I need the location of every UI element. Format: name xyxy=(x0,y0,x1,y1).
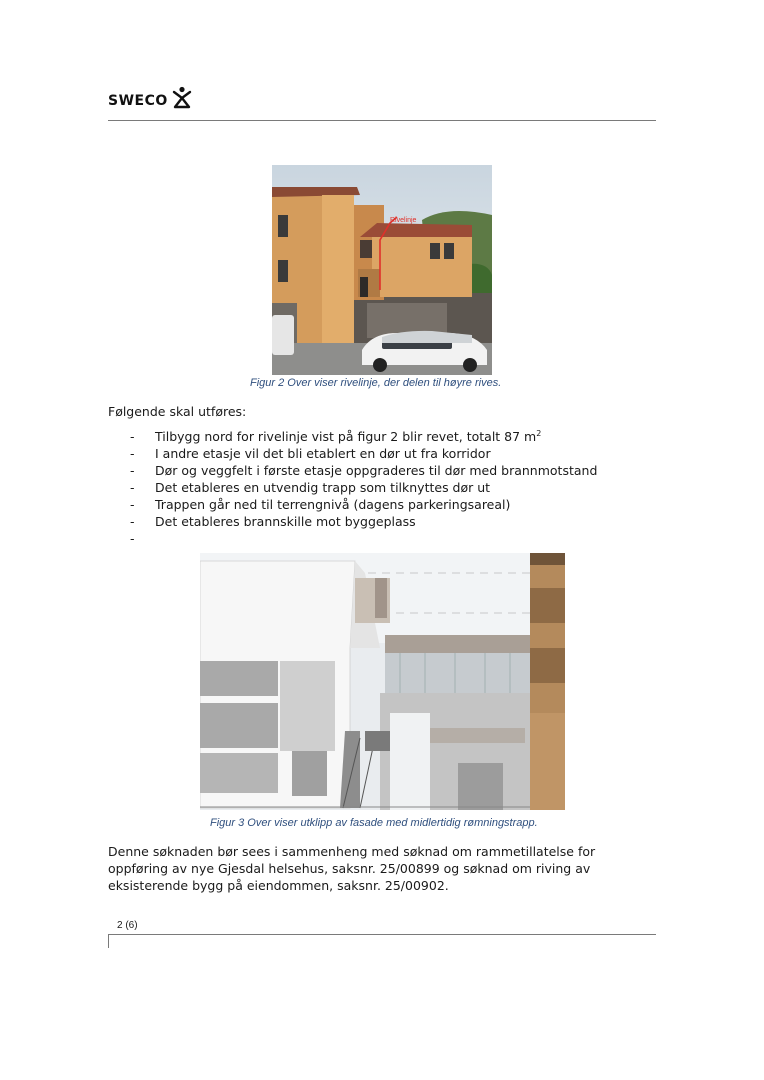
list-dash: - xyxy=(130,429,135,444)
list-item xyxy=(130,530,597,547)
list-dash: - xyxy=(130,531,135,546)
facade-drawing xyxy=(200,553,565,810)
list-item-text: Trappen går ned til terrengnivå (dagens parkeringsareal) xyxy=(155,497,511,512)
logo-text: SWECO xyxy=(108,93,168,109)
list-dash: - xyxy=(130,497,135,512)
list-item xyxy=(130,445,597,462)
figure-3-caption: Figur 3 Over viser utklipp av fasade med midlertidig rømningstrapp. xyxy=(210,817,538,829)
list-item xyxy=(130,428,597,445)
list-item xyxy=(130,513,597,530)
footer-rule xyxy=(108,934,656,935)
sweco-logo xyxy=(108,84,192,110)
list-dash: - xyxy=(130,446,135,461)
list-item-text: I andre etasje vil det bli etablert en dør ut fra korridor xyxy=(155,446,491,461)
building-photo xyxy=(272,165,492,375)
task-list xyxy=(130,428,597,547)
list-item-text: Dør og veggfelt i første etasje oppgraderes til dør med brannmotstand xyxy=(155,463,598,478)
list-item xyxy=(130,479,597,496)
list-item xyxy=(130,462,597,479)
rivelinje-label: Rivelinje xyxy=(390,217,417,224)
list-dash: - xyxy=(130,463,135,478)
intro-text: Følgende skal utføres: xyxy=(108,404,247,419)
header-rule xyxy=(108,120,656,121)
page-number: 2 (6) xyxy=(117,920,138,931)
superscript: 2 xyxy=(536,428,542,438)
list-item-text: Tilbygg nord for rivelinje vist på figur 2 blir revet, totalt 87 m xyxy=(155,429,537,444)
footer-rule-tick xyxy=(108,934,109,948)
list-item-text: Det etableres brannskille mot byggeplass xyxy=(155,514,416,529)
closing-paragraph: Denne søknaden bør sees i sammenheng med søknad om rammetillatelse for oppføring av nye Gjesdal helsehus, saksnr. 25/00899 og søknad om riving av eksisterende bygg på eiendommen, saksnr. 25/00902. xyxy=(108,844,596,893)
figure-2-caption: Figur 2 Over viser rivelinje, der delen til høyre rives. xyxy=(250,377,502,389)
sweco-figure-icon xyxy=(172,86,192,110)
list-item xyxy=(130,496,597,513)
list-dash: - xyxy=(130,480,135,495)
list-dash: - xyxy=(130,514,135,529)
list-item-text: Det etableres en utvendig trapp som tilknyttes dør ut xyxy=(155,480,491,495)
